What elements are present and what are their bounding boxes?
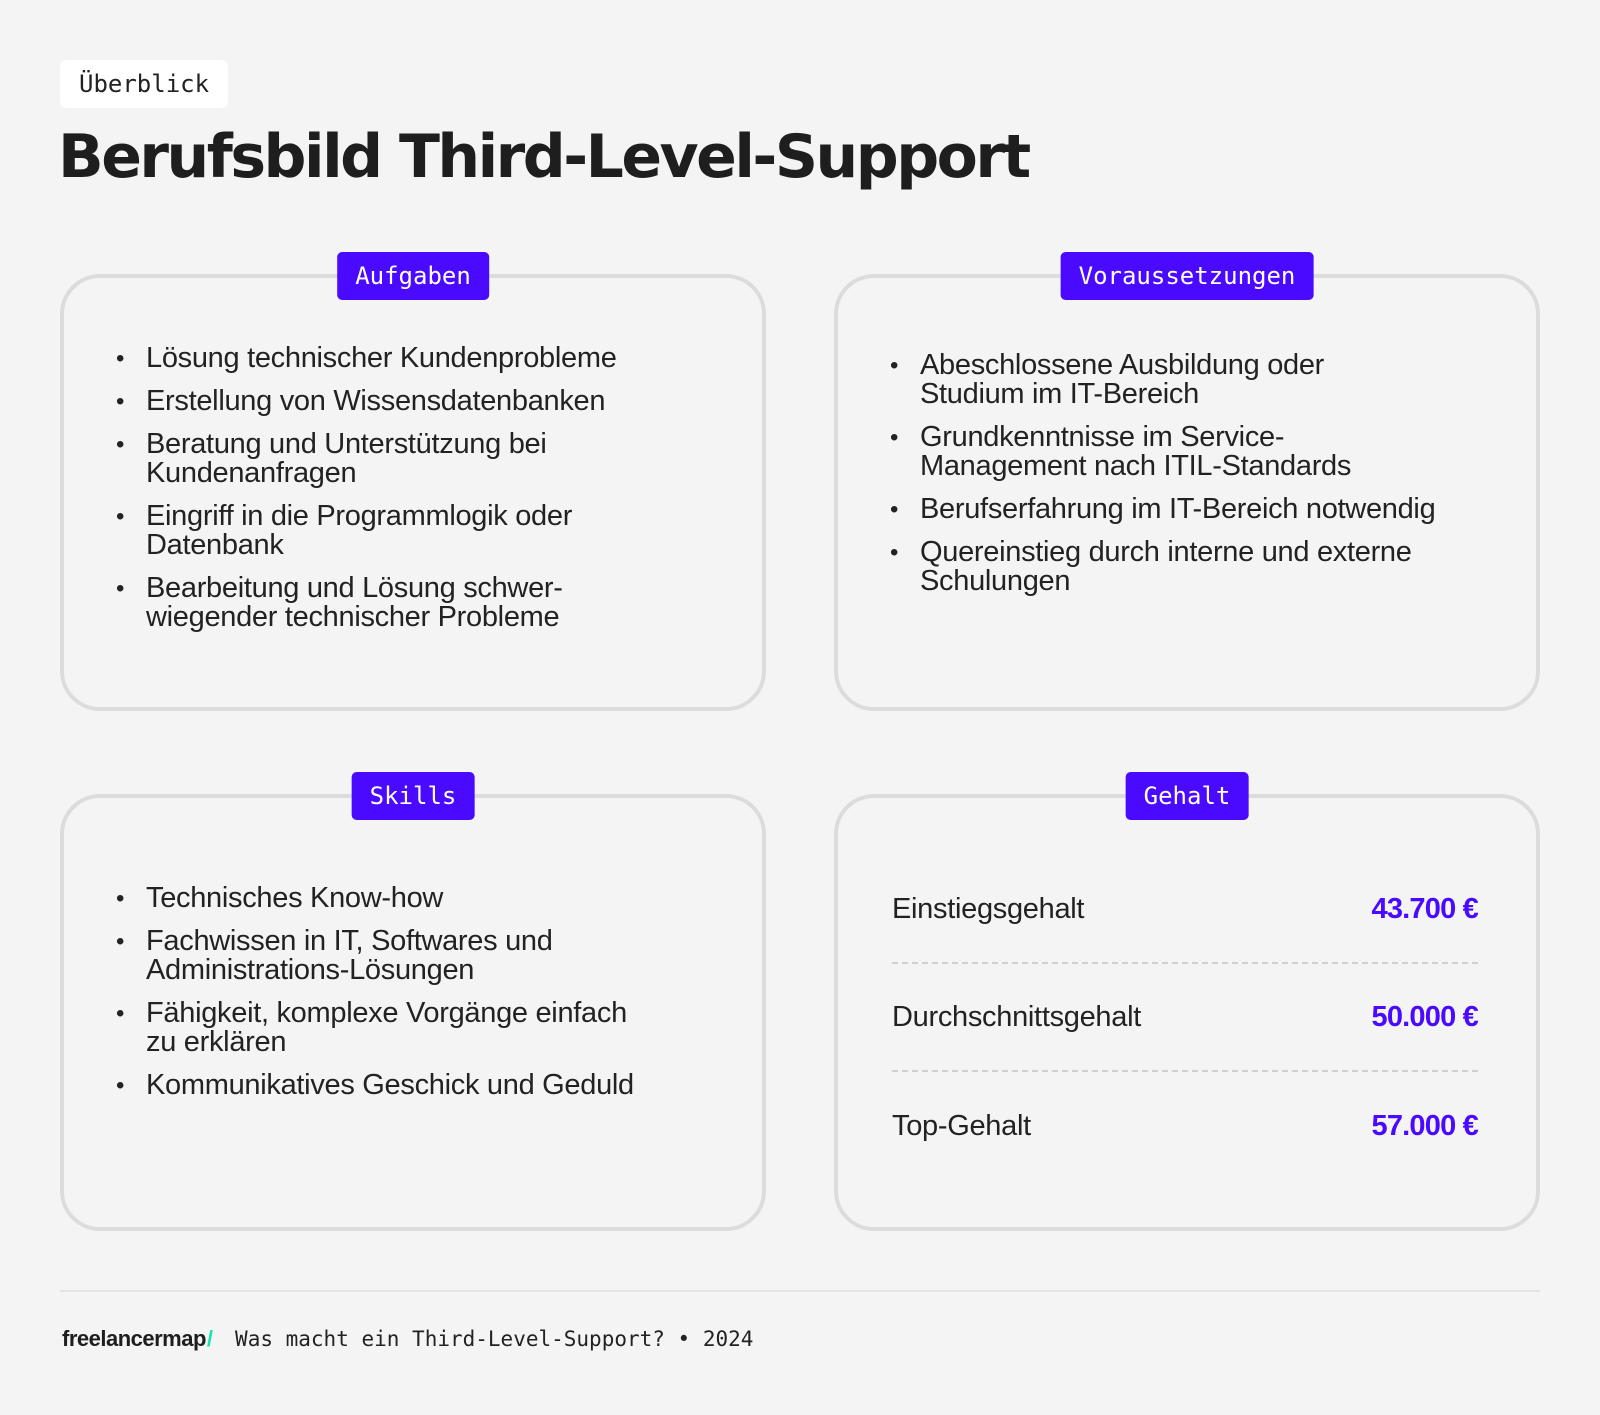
- salary-label: Einstiegsgehalt: [892, 892, 1085, 925]
- voraussetzungen-list: [890, 351, 1436, 610]
- card-label-gehalt: Gehalt: [1126, 772, 1249, 820]
- list-item: • Fähigkeit, komplexe Vorgänge einfach zu erklären: [116, 999, 642, 1057]
- card-label-aufgaben: Aufgaben: [337, 252, 489, 300]
- brand-logo: freelancermap: [62, 1326, 206, 1351]
- salary-value: 57.000 €: [1371, 1109, 1478, 1142]
- salary-value: 43.700 €: [1371, 892, 1478, 925]
- card-gehalt: [834, 782, 1540, 1231]
- salary-value: 50.000 €: [1371, 1000, 1478, 1033]
- salary-row-durchschnitt: [892, 964, 1478, 1072]
- list-item: • Technisches Know-how: [116, 884, 642, 913]
- skills-list: [116, 884, 642, 1114]
- list-item: • Beratung und Unterstützung bei Kundenanfragen: [116, 430, 682, 488]
- list-item: • Fachwissen in IT, Softwares und Administrations-Lösungen: [116, 927, 642, 985]
- footer: [62, 1326, 753, 1352]
- footer-caption: Was macht ein Third-Level-Support? • 2024: [235, 1327, 754, 1351]
- list-item: • Quereinstieg durch interne und externe Schulungen: [890, 538, 1436, 596]
- salary-label: Top-Gehalt: [892, 1109, 1031, 1142]
- card-voraussetzungen: [834, 262, 1540, 711]
- card-aufgaben: [60, 262, 766, 711]
- aufgaben-list: [116, 344, 682, 646]
- page-title: Berufsbild Third-Level-Support: [58, 122, 1029, 192]
- card-skills: [60, 782, 766, 1231]
- list-item: • Grundkenntnisse im Service-Management nach ITIL-Standards: [890, 423, 1436, 481]
- list-item: • Kommunikatives Geschick und Geduld: [116, 1071, 642, 1100]
- list-item: • Bearbeitung und Lösung schwer-wiegender technischer Probleme: [116, 574, 682, 632]
- footer-divider: [60, 1290, 1540, 1292]
- list-item: • Lösung technischer Kundenprobleme: [116, 344, 682, 373]
- salary-label: Durchschnittsgehalt: [892, 1000, 1141, 1033]
- salary-row-top: [892, 1072, 1478, 1180]
- salary-table: [892, 856, 1478, 1180]
- list-item: • Berufserfahrung im IT-Bereich notwendig: [890, 495, 1436, 524]
- salary-row-einstieg: [892, 856, 1478, 964]
- list-item: • Abeschlossene Ausbildung oder Studium im IT-Bereich: [890, 351, 1436, 409]
- brand-slash: /: [206, 1326, 214, 1351]
- list-item: • Eingriff in die Programmlogik oder Datenbank: [116, 502, 682, 560]
- overview-tag: Überblick: [60, 60, 228, 108]
- list-item: • Erstellung von Wissensdatenbanken: [116, 387, 682, 416]
- card-label-skills: Skills: [352, 772, 475, 820]
- card-label-voraussetzungen: Voraussetzungen: [1061, 252, 1314, 300]
